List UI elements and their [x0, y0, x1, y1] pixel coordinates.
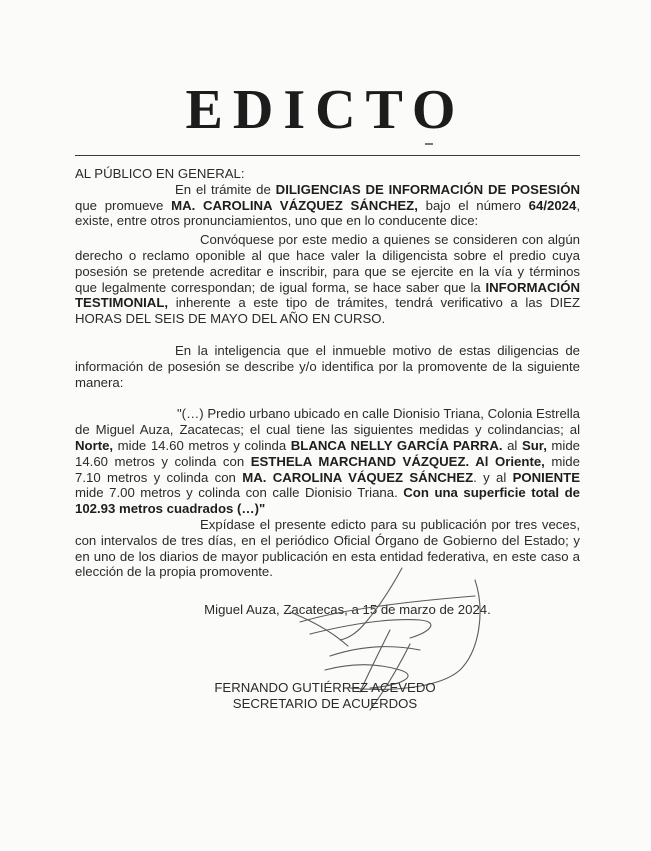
- place-and-date: Miguel Auza, Zacatecas, a 15 de marzo de 2024.: [204, 602, 491, 618]
- paragraph-property-intro: En la inteligencia que el inmueble motivo de estas diligencias de información de posesión se describe y/o identifica por la promovente de la siguiente manera:: [75, 342, 580, 390]
- document-title: EDICTO: [185, 79, 466, 141]
- title-divider: [75, 155, 580, 156]
- salutation: AL PÚBLICO EN GENERAL:: [75, 166, 245, 181]
- paragraph-property-description: "(…) Predio urbano ubicado en calle Dionisio Triana, Colonia Estrella de Miguel Auza, Zacatecas; el cual tiene las siguientes medidas y colindancias; al Norte, mide 14.60 metros y colinda BLANCA NELLY GARCÍA PARRA. al Sur, mide 14.60 metros y colinda con ESTHELA MARCHAND VÁZQUEZ. Al Oriente, mide 7.10 metros y colinda con MA. CAROLINA VÁQUEZ SÁNCHEZ. y al PONIENTE mide 7.00 metros y colinda con calle Dionisio Triana. Con una superficie total de 102.93 metros cuadrados (…)": [75, 406, 581, 517]
- signer-name: FERNANDO GUTIÉRREZ ACEVEDO: [214, 680, 436, 695]
- document-body: [75, 166, 580, 618]
- signature-block: [175, 680, 475, 712]
- signer-title: SECRETARIO DE ACUERDOS: [232, 696, 418, 711]
- paragraph-proceeding: En el trámite de DILIGENCIAS DE INFORMACIÓN DE POSESIÓN que promueve MA. CAROLINA VÁZQUEZ SÁNCHEZ, bajo el número 64/2024, existe, entre otros pronunciamientos, uno que en lo conducente dice:: [75, 181, 580, 229]
- paragraph-publication: Expídase el presente edicto para su publicación por tres veces, con intervalos de tres días, en el periódico Oficial Órgano de Gobierno del Estado; y en uno de los diarios de mayor publicación en esta entidad federativa, en este caso a elección de la propia promovente.: [75, 516, 580, 580]
- paragraph-summons: Convóquese por este medio a quienes se consideren con algún derecho o reclamo oponible al que hace valer la diligencista sobre el predio cuya posesión se pretende acreditar e inscribir, para que se ejercite en la vía y términos que legalmente correspondan; de igual forma, se hace saber que la INFORMACIÓN TESTIMONIAL, inherente a este tipo de trámites, tendrá verificativo a las DIEZ HORAS DEL SEIS DE MAYO DEL AÑO EN CURSO.: [75, 232, 580, 327]
- small-mark: [425, 143, 433, 145]
